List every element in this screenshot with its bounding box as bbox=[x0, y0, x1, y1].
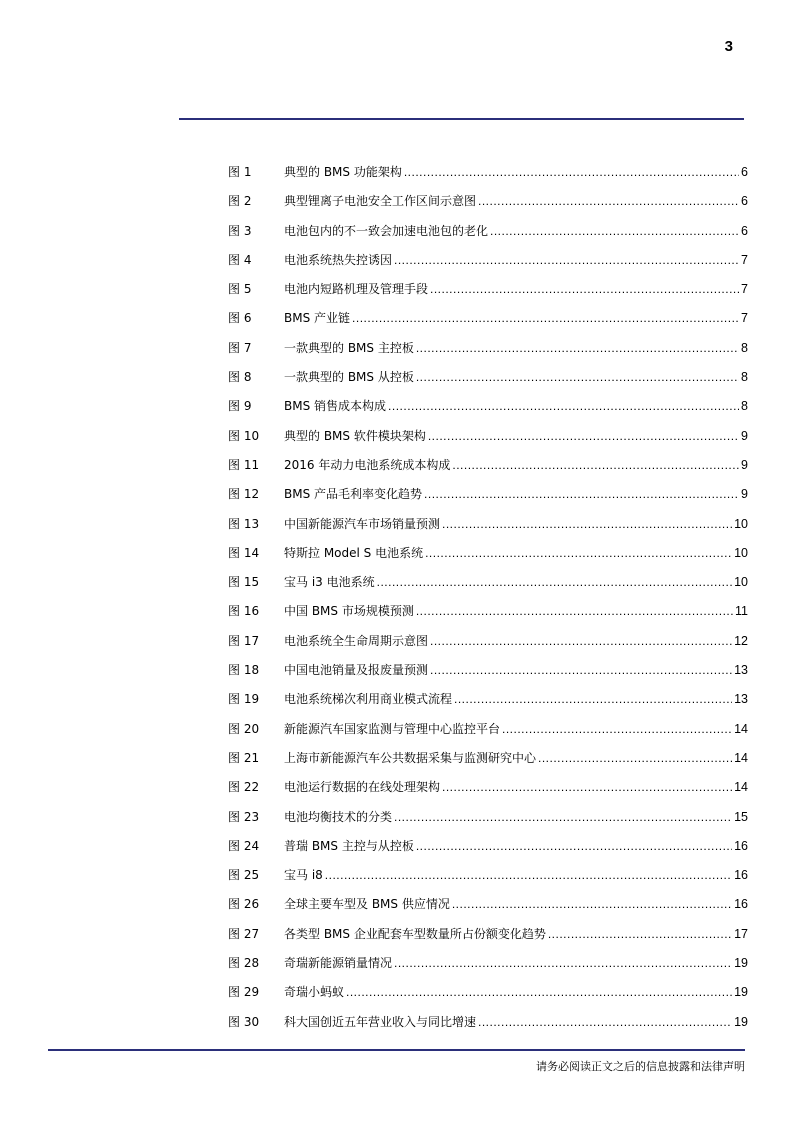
figure-table-of-contents bbox=[228, 158, 748, 1037]
toc-figure-label: 图 23 bbox=[228, 809, 260, 824]
toc-figure-title: 电池均衡技术的分类 bbox=[284, 809, 393, 824]
toc-figure-title: 电池运行数据的在线处理架构 bbox=[284, 780, 441, 795]
toc-figure-title: BMS 销售成本构成 bbox=[284, 399, 387, 414]
toc-dot-leader bbox=[478, 187, 739, 216]
toc-dot-leader bbox=[538, 744, 732, 773]
toc-figure-title: 科大国创近五年营业收入与同比增速 bbox=[284, 1014, 477, 1029]
toc-figure-label: 图 22 bbox=[228, 780, 260, 795]
toc-entry[interactable] bbox=[228, 304, 748, 333]
toc-figure-title: 电池内短路机理及管理手段 bbox=[284, 282, 429, 297]
toc-entry[interactable] bbox=[228, 920, 748, 949]
toc-page-number: 13 bbox=[734, 663, 748, 678]
toc-dot-leader bbox=[416, 832, 732, 861]
toc-figure-label: 图 7 bbox=[228, 340, 252, 355]
toc-figure-title: 典型锂离子电池安全工作区间示意图 bbox=[284, 194, 477, 209]
toc-page-number: 13 bbox=[734, 692, 748, 707]
toc-dot-leader bbox=[346, 978, 732, 1007]
toc-entry[interactable] bbox=[228, 217, 748, 246]
toc-dot-leader bbox=[490, 217, 739, 246]
toc-figure-title: 宝马 i8 bbox=[284, 868, 323, 883]
toc-page-number: 10 bbox=[734, 545, 748, 560]
toc-figure-title: 一款典型的 BMS 主控板 bbox=[284, 340, 414, 355]
toc-entry[interactable] bbox=[228, 422, 748, 451]
toc-figure-label: 图 1 bbox=[228, 165, 252, 179]
toc-entry[interactable] bbox=[228, 568, 748, 597]
toc-page-number: 8 bbox=[741, 399, 748, 414]
toc-dot-leader bbox=[442, 510, 732, 539]
toc-entry[interactable] bbox=[228, 978, 748, 1007]
toc-entry[interactable] bbox=[228, 685, 748, 714]
toc-figure-label: 图 10 bbox=[228, 428, 260, 443]
toc-figure-title: BMS 产品毛利率变化趋势 bbox=[284, 487, 423, 502]
toc-dot-leader bbox=[502, 715, 732, 744]
toc-dot-leader bbox=[548, 920, 732, 949]
toc-dot-leader bbox=[424, 480, 739, 509]
toc-entry[interactable] bbox=[228, 187, 748, 216]
toc-figure-label: 图 26 bbox=[228, 897, 260, 912]
toc-figure-title: 新能源汽车国家监测与管理中心监控平台 bbox=[284, 721, 501, 736]
toc-figure-title: 典型的 BMS 软件模块架构 bbox=[284, 428, 426, 443]
toc-page-number: 14 bbox=[734, 750, 748, 765]
toc-figure-label: 图 27 bbox=[228, 926, 260, 941]
toc-entry[interactable] bbox=[228, 773, 748, 802]
toc-figure-title: 中国新能源汽车市场销量预测 bbox=[284, 516, 441, 531]
toc-dot-leader bbox=[416, 334, 739, 363]
toc-figure-title: 电池系统全生命周期示意图 bbox=[284, 633, 429, 648]
page-number: 3 bbox=[724, 38, 733, 55]
toc-page-number: 7 bbox=[741, 252, 748, 267]
toc-figure-label: 图 16 bbox=[228, 604, 260, 619]
toc-dot-leader bbox=[442, 773, 732, 802]
toc-entry[interactable] bbox=[228, 832, 748, 861]
toc-dot-leader bbox=[394, 246, 739, 275]
toc-figure-title: 电池包内的不一致会加速电池包的老化 bbox=[284, 223, 489, 238]
toc-dot-leader bbox=[404, 158, 739, 187]
toc-dot-leader bbox=[452, 890, 732, 919]
toc-entry[interactable] bbox=[228, 656, 748, 685]
toc-figure-label: 图 5 bbox=[228, 282, 252, 297]
toc-dot-leader bbox=[394, 803, 732, 832]
toc-figure-title: 典型的 BMS 功能架构 bbox=[284, 165, 402, 179]
toc-dot-leader bbox=[452, 451, 739, 480]
toc-page-number: 19 bbox=[734, 985, 748, 1000]
toc-figure-title: 各类型 BMS 企业配套车型数量所占份额变化趋势 bbox=[284, 926, 546, 941]
toc-page-number: 9 bbox=[741, 457, 748, 472]
toc-figure-title: 2016 年动力电池系统成本构成 bbox=[284, 457, 451, 472]
toc-page-number: 19 bbox=[734, 956, 748, 971]
header-rule bbox=[179, 118, 744, 120]
toc-page-number: 19 bbox=[734, 1014, 748, 1029]
toc-page-number: 6 bbox=[741, 223, 748, 238]
toc-entry[interactable] bbox=[228, 803, 748, 832]
toc-figure-label: 图 20 bbox=[228, 721, 260, 736]
toc-entry[interactable] bbox=[228, 510, 748, 539]
toc-dot-leader bbox=[430, 656, 732, 685]
footer-rule bbox=[48, 1049, 745, 1051]
toc-figure-label: 图 17 bbox=[228, 633, 260, 648]
toc-entry[interactable] bbox=[228, 246, 748, 275]
toc-entry[interactable] bbox=[228, 392, 748, 421]
toc-figure-title: 全球主要车型及 BMS 供应情况 bbox=[284, 897, 450, 912]
toc-page-number: 10 bbox=[734, 516, 748, 531]
toc-figure-title: 电池系统热失控诱因 bbox=[284, 252, 393, 267]
toc-dot-leader bbox=[416, 597, 733, 626]
toc-dot-leader bbox=[352, 304, 739, 333]
toc-figure-label: 图 30 bbox=[228, 1014, 260, 1029]
toc-figure-title: 中国电池销量及报废量预测 bbox=[284, 663, 429, 678]
toc-dot-leader bbox=[325, 861, 732, 890]
toc-figure-label: 图 13 bbox=[228, 516, 260, 531]
toc-figure-title: 上海市新能源汽车公共数据采集与监测研究中心 bbox=[284, 750, 537, 765]
toc-figure-label: 图 25 bbox=[228, 868, 260, 883]
toc-figure-label: 图 3 bbox=[228, 223, 252, 238]
toc-entry[interactable] bbox=[228, 480, 748, 509]
toc-page-number: 9 bbox=[741, 487, 748, 502]
toc-page-number: 12 bbox=[734, 633, 748, 648]
toc-page-number: 16 bbox=[734, 897, 748, 912]
toc-figure-label: 图 19 bbox=[228, 692, 260, 707]
toc-dot-leader bbox=[388, 392, 739, 421]
toc-figure-label: 图 21 bbox=[228, 750, 260, 765]
toc-figure-label: 图 29 bbox=[228, 985, 260, 1000]
toc-dot-leader bbox=[425, 539, 732, 568]
toc-entry[interactable] bbox=[228, 451, 748, 480]
toc-page-number: 14 bbox=[734, 780, 748, 795]
toc-figure-title: 一款典型的 BMS 从控板 bbox=[284, 370, 414, 385]
toc-entry[interactable] bbox=[228, 890, 748, 919]
toc-dot-leader bbox=[478, 1008, 732, 1037]
toc-page-number: 16 bbox=[734, 868, 748, 883]
toc-dot-leader bbox=[430, 275, 739, 304]
toc-dot-leader bbox=[428, 422, 739, 451]
toc-entry[interactable] bbox=[228, 275, 748, 304]
toc-page-number: 15 bbox=[734, 809, 748, 824]
toc-figure-label: 图 2 bbox=[228, 194, 252, 209]
toc-entry[interactable] bbox=[228, 627, 748, 656]
toc-page-number: 11 bbox=[735, 604, 748, 619]
toc-page-number: 14 bbox=[734, 721, 748, 736]
toc-entry[interactable] bbox=[228, 363, 748, 392]
toc-page-number: 8 bbox=[741, 340, 748, 355]
footer-disclaimer: 请务必阅读正文之后的信息披露和法律声明 bbox=[536, 1060, 745, 1073]
toc-page-number: 6 bbox=[741, 165, 748, 179]
toc-entry[interactable] bbox=[228, 744, 748, 773]
toc-figure-label: 图 28 bbox=[228, 956, 260, 971]
toc-page-number: 17 bbox=[734, 926, 748, 941]
toc-figure-label: 图 15 bbox=[228, 575, 260, 590]
toc-dot-leader bbox=[377, 568, 732, 597]
toc-page-number: 7 bbox=[741, 311, 748, 326]
toc-figure-label: 图 12 bbox=[228, 487, 260, 502]
toc-entry[interactable] bbox=[228, 597, 748, 626]
toc-dot-leader bbox=[454, 685, 732, 714]
toc-page-number: 6 bbox=[741, 194, 748, 209]
toc-entry[interactable] bbox=[228, 1008, 748, 1037]
toc-figure-title: 宝马 i3 电池系统 bbox=[284, 575, 375, 590]
toc-dot-leader bbox=[416, 363, 739, 392]
toc-figure-label: 图 6 bbox=[228, 311, 252, 326]
toc-figure-title: 电池系统梯次利用商业模式流程 bbox=[284, 692, 453, 707]
toc-figure-title: 奇瑞小蚂蚁 bbox=[284, 985, 345, 1000]
toc-entry[interactable] bbox=[228, 861, 748, 890]
toc-entry[interactable] bbox=[228, 539, 748, 568]
toc-page-number: 10 bbox=[734, 575, 748, 590]
toc-dot-leader bbox=[430, 627, 732, 656]
toc-figure-label: 图 14 bbox=[228, 545, 260, 560]
toc-figure-title: 普瑞 BMS 主控与从控板 bbox=[284, 838, 414, 853]
toc-figure-title: 中国 BMS 市场规模预测 bbox=[284, 604, 414, 619]
toc-entry[interactable] bbox=[228, 949, 748, 978]
toc-page-number: 8 bbox=[741, 370, 748, 385]
toc-entry[interactable] bbox=[228, 715, 748, 744]
toc-figure-label: 图 8 bbox=[228, 370, 252, 385]
toc-figure-label: 图 24 bbox=[228, 838, 260, 853]
toc-figure-label: 图 18 bbox=[228, 663, 260, 678]
toc-figure-title: 奇瑞新能源销量情况 bbox=[284, 956, 393, 971]
toc-page-number: 16 bbox=[734, 838, 748, 853]
toc-dot-leader bbox=[394, 949, 732, 978]
toc-entry[interactable] bbox=[228, 158, 748, 187]
toc-entry[interactable] bbox=[228, 334, 748, 363]
toc-figure-label: 图 4 bbox=[228, 252, 252, 267]
toc-figure-label: 图 9 bbox=[228, 399, 252, 414]
toc-page-number: 9 bbox=[741, 428, 748, 443]
toc-figure-title: 特斯拉 Model S 电池系统 bbox=[284, 545, 424, 560]
toc-figure-label: 图 11 bbox=[228, 457, 260, 472]
toc-page-number: 7 bbox=[741, 282, 748, 297]
toc-figure-title: BMS 产业链 bbox=[284, 311, 351, 326]
